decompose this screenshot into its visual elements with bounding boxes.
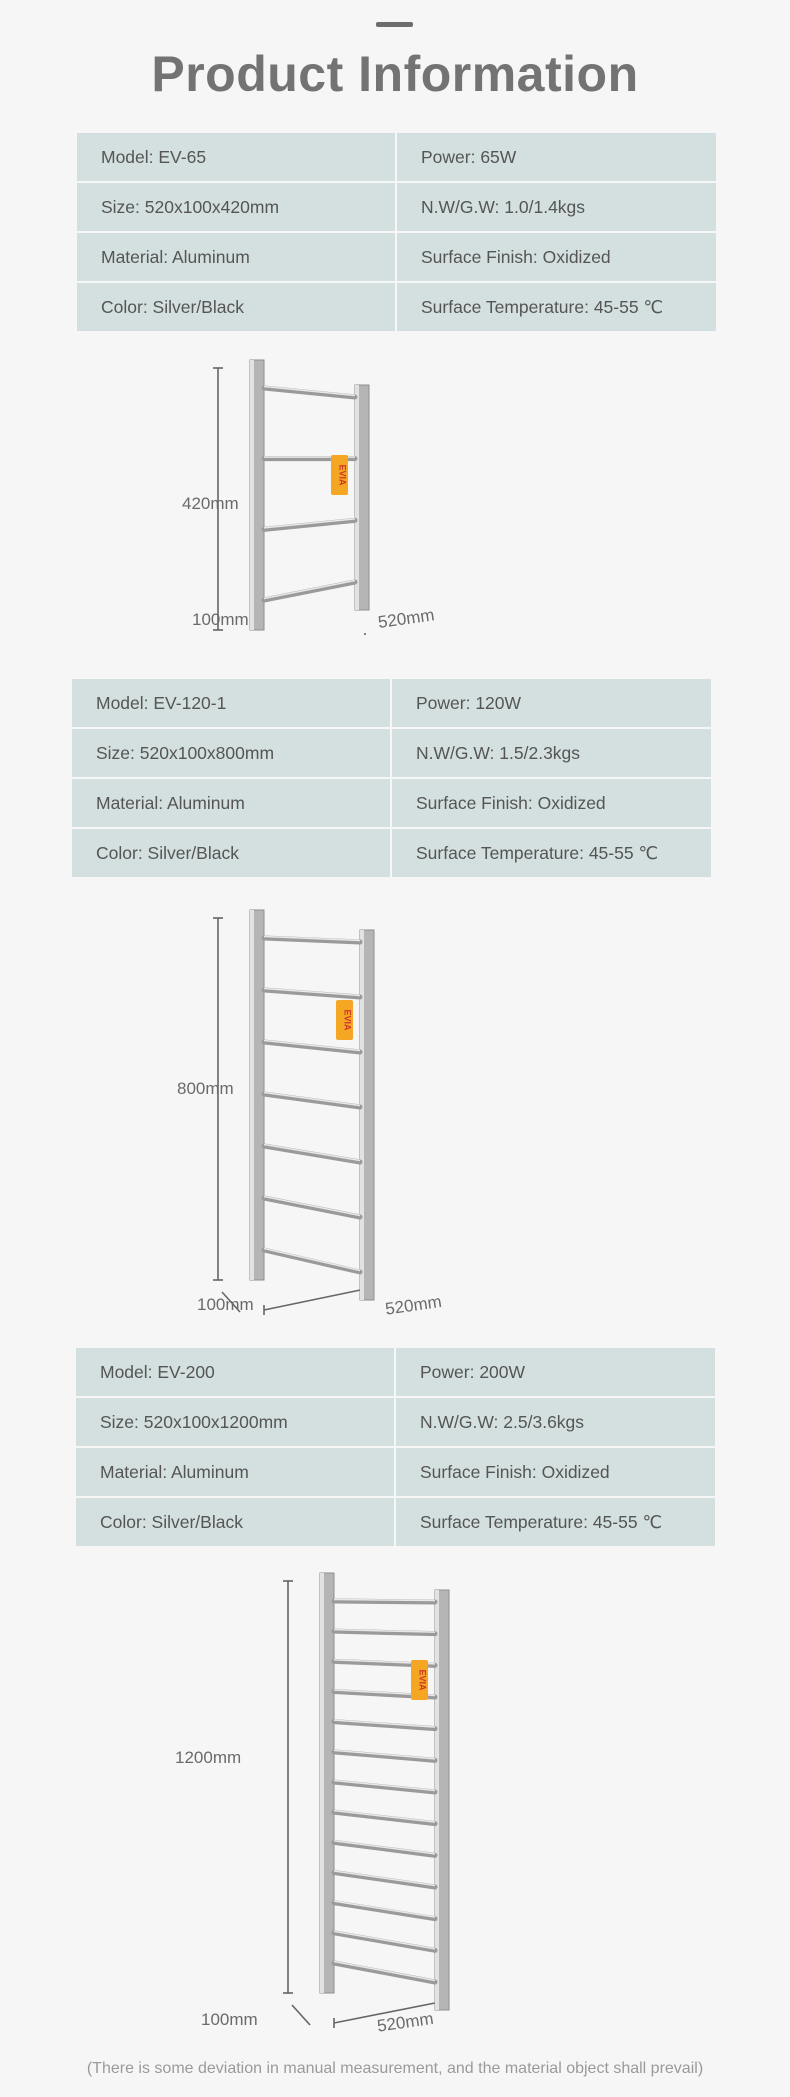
- spec-cell: Size: 520x100x420mm: [76, 182, 396, 232]
- spec-cell: Material: Aluminum: [71, 778, 391, 828]
- depth-dimension-line: [292, 2005, 310, 2025]
- towel-bar: [264, 520, 355, 529]
- measurement-disclaimer: (There is some deviation in manual measurement, and the material object shall prevail): [86, 2060, 704, 2077]
- towel-bar-highlight: [334, 1811, 435, 1823]
- width-dimension-label: 520mm: [375, 2008, 435, 2036]
- brand-tag-text: EVIA: [337, 464, 348, 486]
- spec-cell: Color: Silver/Black: [71, 828, 391, 878]
- towel-bar-highlight: [334, 1871, 435, 1886]
- spec-cell: Surface Temperature: 45-55 ℃: [395, 1497, 716, 1547]
- table-row: [71, 828, 712, 878]
- towel-bar-highlight: [264, 1249, 360, 1271]
- depth-dimension-label: 100mm: [197, 1295, 254, 1314]
- towel-bar: [334, 1601, 435, 1602]
- towel-rail-drawing-ev-65: [170, 355, 530, 635]
- towel-bar: [334, 1873, 435, 1888]
- left-rail-highlight: [250, 910, 254, 1280]
- spec-cell: Surface Temperature: 45-55 ℃: [396, 282, 717, 332]
- brand-tag-text: EVIA: [342, 1009, 353, 1031]
- spec-table-ev-65: [75, 131, 718, 333]
- towel-bar: [264, 582, 355, 600]
- towel-bar: [264, 1094, 360, 1107]
- towel-bar-highlight: [334, 1841, 435, 1854]
- towel-bar: [334, 1752, 435, 1761]
- towel-bar: [264, 990, 360, 997]
- spec-table-ev-120-1: [70, 677, 713, 879]
- towel-bar: [264, 1042, 360, 1052]
- page-title: Product Information: [151, 46, 639, 102]
- table-row: [75, 1497, 716, 1547]
- table-row: [76, 282, 717, 332]
- spec-cell: N.W/G.W: 1.0/1.4kgs: [396, 182, 717, 232]
- table-row: [71, 678, 712, 728]
- table-row: [75, 1397, 716, 1447]
- brand-tag-text: EVIA: [417, 1669, 428, 1691]
- rail-frame: [283, 1573, 449, 2028]
- height-dimension-label: 1200mm: [175, 1748, 242, 1767]
- towel-bar: [264, 1198, 360, 1217]
- width-dimension-line: [264, 1288, 370, 1310]
- spec-table-ev-200: [74, 1346, 717, 1548]
- spec-cell: N.W/G.W: 2.5/3.6kgs: [395, 1397, 716, 1447]
- spec-cell: Model: EV-200: [75, 1347, 395, 1397]
- towel-bar: [334, 1722, 435, 1729]
- spec-cell: Surface Temperature: 45-55 ℃: [391, 828, 712, 878]
- spec-cell: Model: EV-65: [76, 132, 396, 182]
- spec-cell: Power: 120W: [391, 678, 712, 728]
- towel-bar: [334, 1842, 435, 1855]
- spec-cell: Color: Silver/Black: [75, 1497, 395, 1547]
- width-dimension-label: 520mm: [376, 605, 436, 632]
- spec-cell: Surface Finish: Oxidized: [391, 778, 712, 828]
- towel-bar-highlight: [334, 1931, 435, 1949]
- table-row: [71, 778, 712, 828]
- towel-bar-highlight: [334, 1600, 435, 1601]
- table-row: [76, 132, 717, 182]
- spec-cell: Material: Aluminum: [76, 232, 396, 282]
- depth-dimension-label: 100mm: [201, 2010, 258, 2029]
- right-rail-highlight: [435, 1590, 439, 2010]
- spec-cell: Material: Aluminum: [75, 1447, 395, 1497]
- table-row: [76, 232, 717, 282]
- towel-bar-highlight: [264, 1093, 360, 1106]
- top-accent-bar: [376, 22, 413, 27]
- towel-rail-drawing-ev-120-1: [165, 900, 535, 1330]
- height-dimension-label: 800mm: [177, 1079, 234, 1098]
- towel-bar: [334, 1963, 435, 1982]
- spec-cell: Surface Finish: Oxidized: [395, 1447, 716, 1497]
- towel-bar: [264, 1250, 360, 1272]
- towel-bar-highlight: [264, 1145, 360, 1161]
- spec-cell: N.W/G.W: 1.5/2.3kgs: [391, 728, 712, 778]
- width-dimension-label: 520mm: [384, 1291, 443, 1319]
- spec-cell: Size: 520x100x1200mm: [75, 1397, 395, 1447]
- left-rail-highlight: [250, 360, 254, 630]
- towel-bar: [334, 1812, 435, 1824]
- towel-bar-highlight: [334, 1962, 435, 1981]
- towel-rail-drawing-ev-200: [165, 1565, 535, 2045]
- spec-cell: Size: 520x100x800mm: [71, 728, 391, 778]
- rail-frame: [213, 910, 374, 1315]
- towel-bar-highlight: [264, 581, 355, 599]
- towel-bar: [264, 388, 355, 397]
- spec-cell: Power: 65W: [396, 132, 717, 182]
- towel-bar-highlight: [334, 1901, 435, 1917]
- right-rail-highlight: [355, 385, 359, 610]
- towel-bar: [264, 1146, 360, 1162]
- towel-bar: [334, 1903, 435, 1919]
- left-rail-highlight: [320, 1573, 324, 1993]
- spec-cell: Color: Silver/Black: [76, 282, 396, 332]
- spec-cell: Power: 200W: [395, 1347, 716, 1397]
- depth-dimension-label: 100mm: [192, 610, 249, 629]
- towel-bar: [334, 1782, 435, 1792]
- table-row: [76, 182, 717, 232]
- towel-bar: [334, 1933, 435, 1951]
- spec-cell: Surface Finish: Oxidized: [396, 232, 717, 282]
- towel-bar-highlight: [264, 1197, 360, 1216]
- table-row: [75, 1447, 716, 1497]
- table-row: [71, 728, 712, 778]
- spec-cell: Model: EV-120-1: [71, 678, 391, 728]
- table-row: [75, 1347, 716, 1397]
- height-dimension-label: 420mm: [182, 494, 239, 513]
- right-rail-highlight: [360, 930, 364, 1300]
